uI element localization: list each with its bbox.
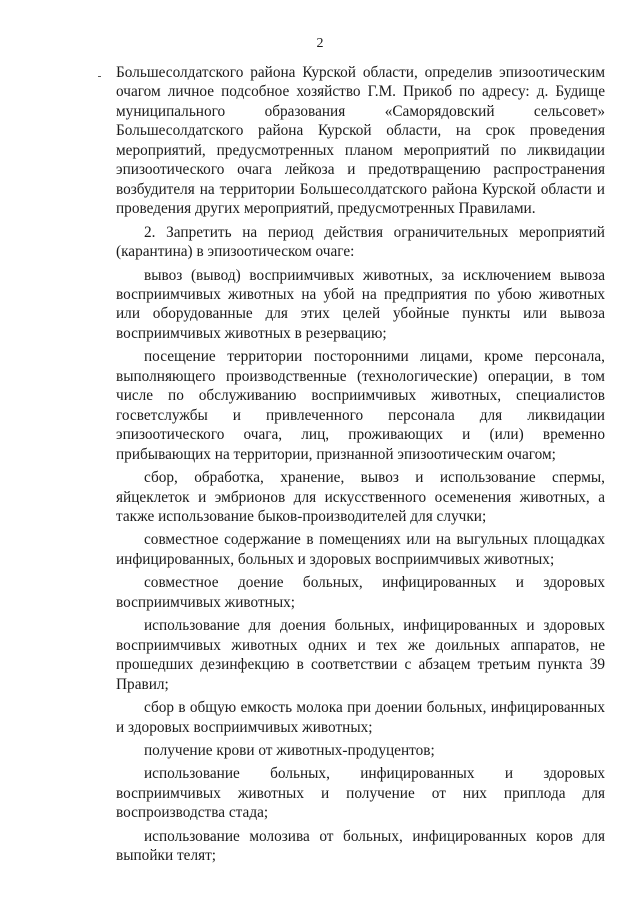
paragraph-prohibition: посещение территории посторонними лицами, кроме персонала, выполняющего производственные (технологические) операции, в том числе по обслуживанию восприимчивых животных, специалистов госветслужбы и привлеченного персонала для ликвидации эпизоотического очага, лиц, проживающих и (или) временно прибывающих на территории, признанной эпизоотическим очагом; <box>116 348 605 463</box>
paragraph-prohibition: сбор в общую емкость молока при доении больных, инфицированных и здоровых восприимчивых животных; <box>116 699 605 736</box>
paragraph-continuation: Большесолдатского района Курской области, определив эпизоотическим очагом личное подсобное хозяйство Г.М. Прикоб по адресу: д. Будище муниципального образования «Саморядовский сельсовет» Большесолдатского района Курской области, на срок проведения мероприятий, предусмотренных планом мероприятий по ликвидации эпизоотического очага лейкоза и предотвращению распространения возбудителя на территории Большесолдатского района Курской области и проведения других мероприятий, предусмотренных Правилами. <box>116 64 605 218</box>
paragraph-prohibition: вывоз (вывод) восприимчивых животных, за исключением вывоза восприимчивых животных на убой на предприятия по убою животных или оборудованные для этих целей убойные пункты или вывоза восприимчивых животных в резервацию; <box>116 266 605 342</box>
paragraph-prohibition: совместное содержание в помещениях или на выгульных площадках инфицированных, больных и здоровых восприимчивых животных; <box>116 531 605 568</box>
paragraph-prohibition: получение крови от животных-продуцентов; <box>144 741 435 759</box>
margin-mark <box>98 76 101 77</box>
paragraph-prohibition: использование молозива от больных, инфицированных коров для выпойки телят; <box>116 827 605 865</box>
document-body <box>116 63 605 866</box>
page-number: 2 <box>316 36 324 51</box>
paragraph-prohibition: сбор, обработка, хранение, вывоз и использование спермы, яйцеклеток и эмбрионов для искусственного осеменения животных, а также использование быков-производителей для случки; <box>116 469 605 525</box>
paragraph-prohibition: использование для доения больных, инфицированных и здоровых восприимчивых животных одних и тех же доильных аппаратов, не прошедших дезинфекцию в соответствии с абзацем третьим пункта 39 Правил; <box>116 617 605 693</box>
paragraph-prohibition: совместное доение больных, инфицированных и здоровых восприимчивых животных; <box>116 574 605 611</box>
paragraph-prohibition: использование больных, инфицированных и здоровых восприимчивых животных и получение от них приплода для воспроизводства стада; <box>116 765 605 822</box>
paragraph-item-2: 2. Запретить на период действия ограничительных мероприятий (карантина) в эпизоотическом очаге: <box>116 223 605 261</box>
